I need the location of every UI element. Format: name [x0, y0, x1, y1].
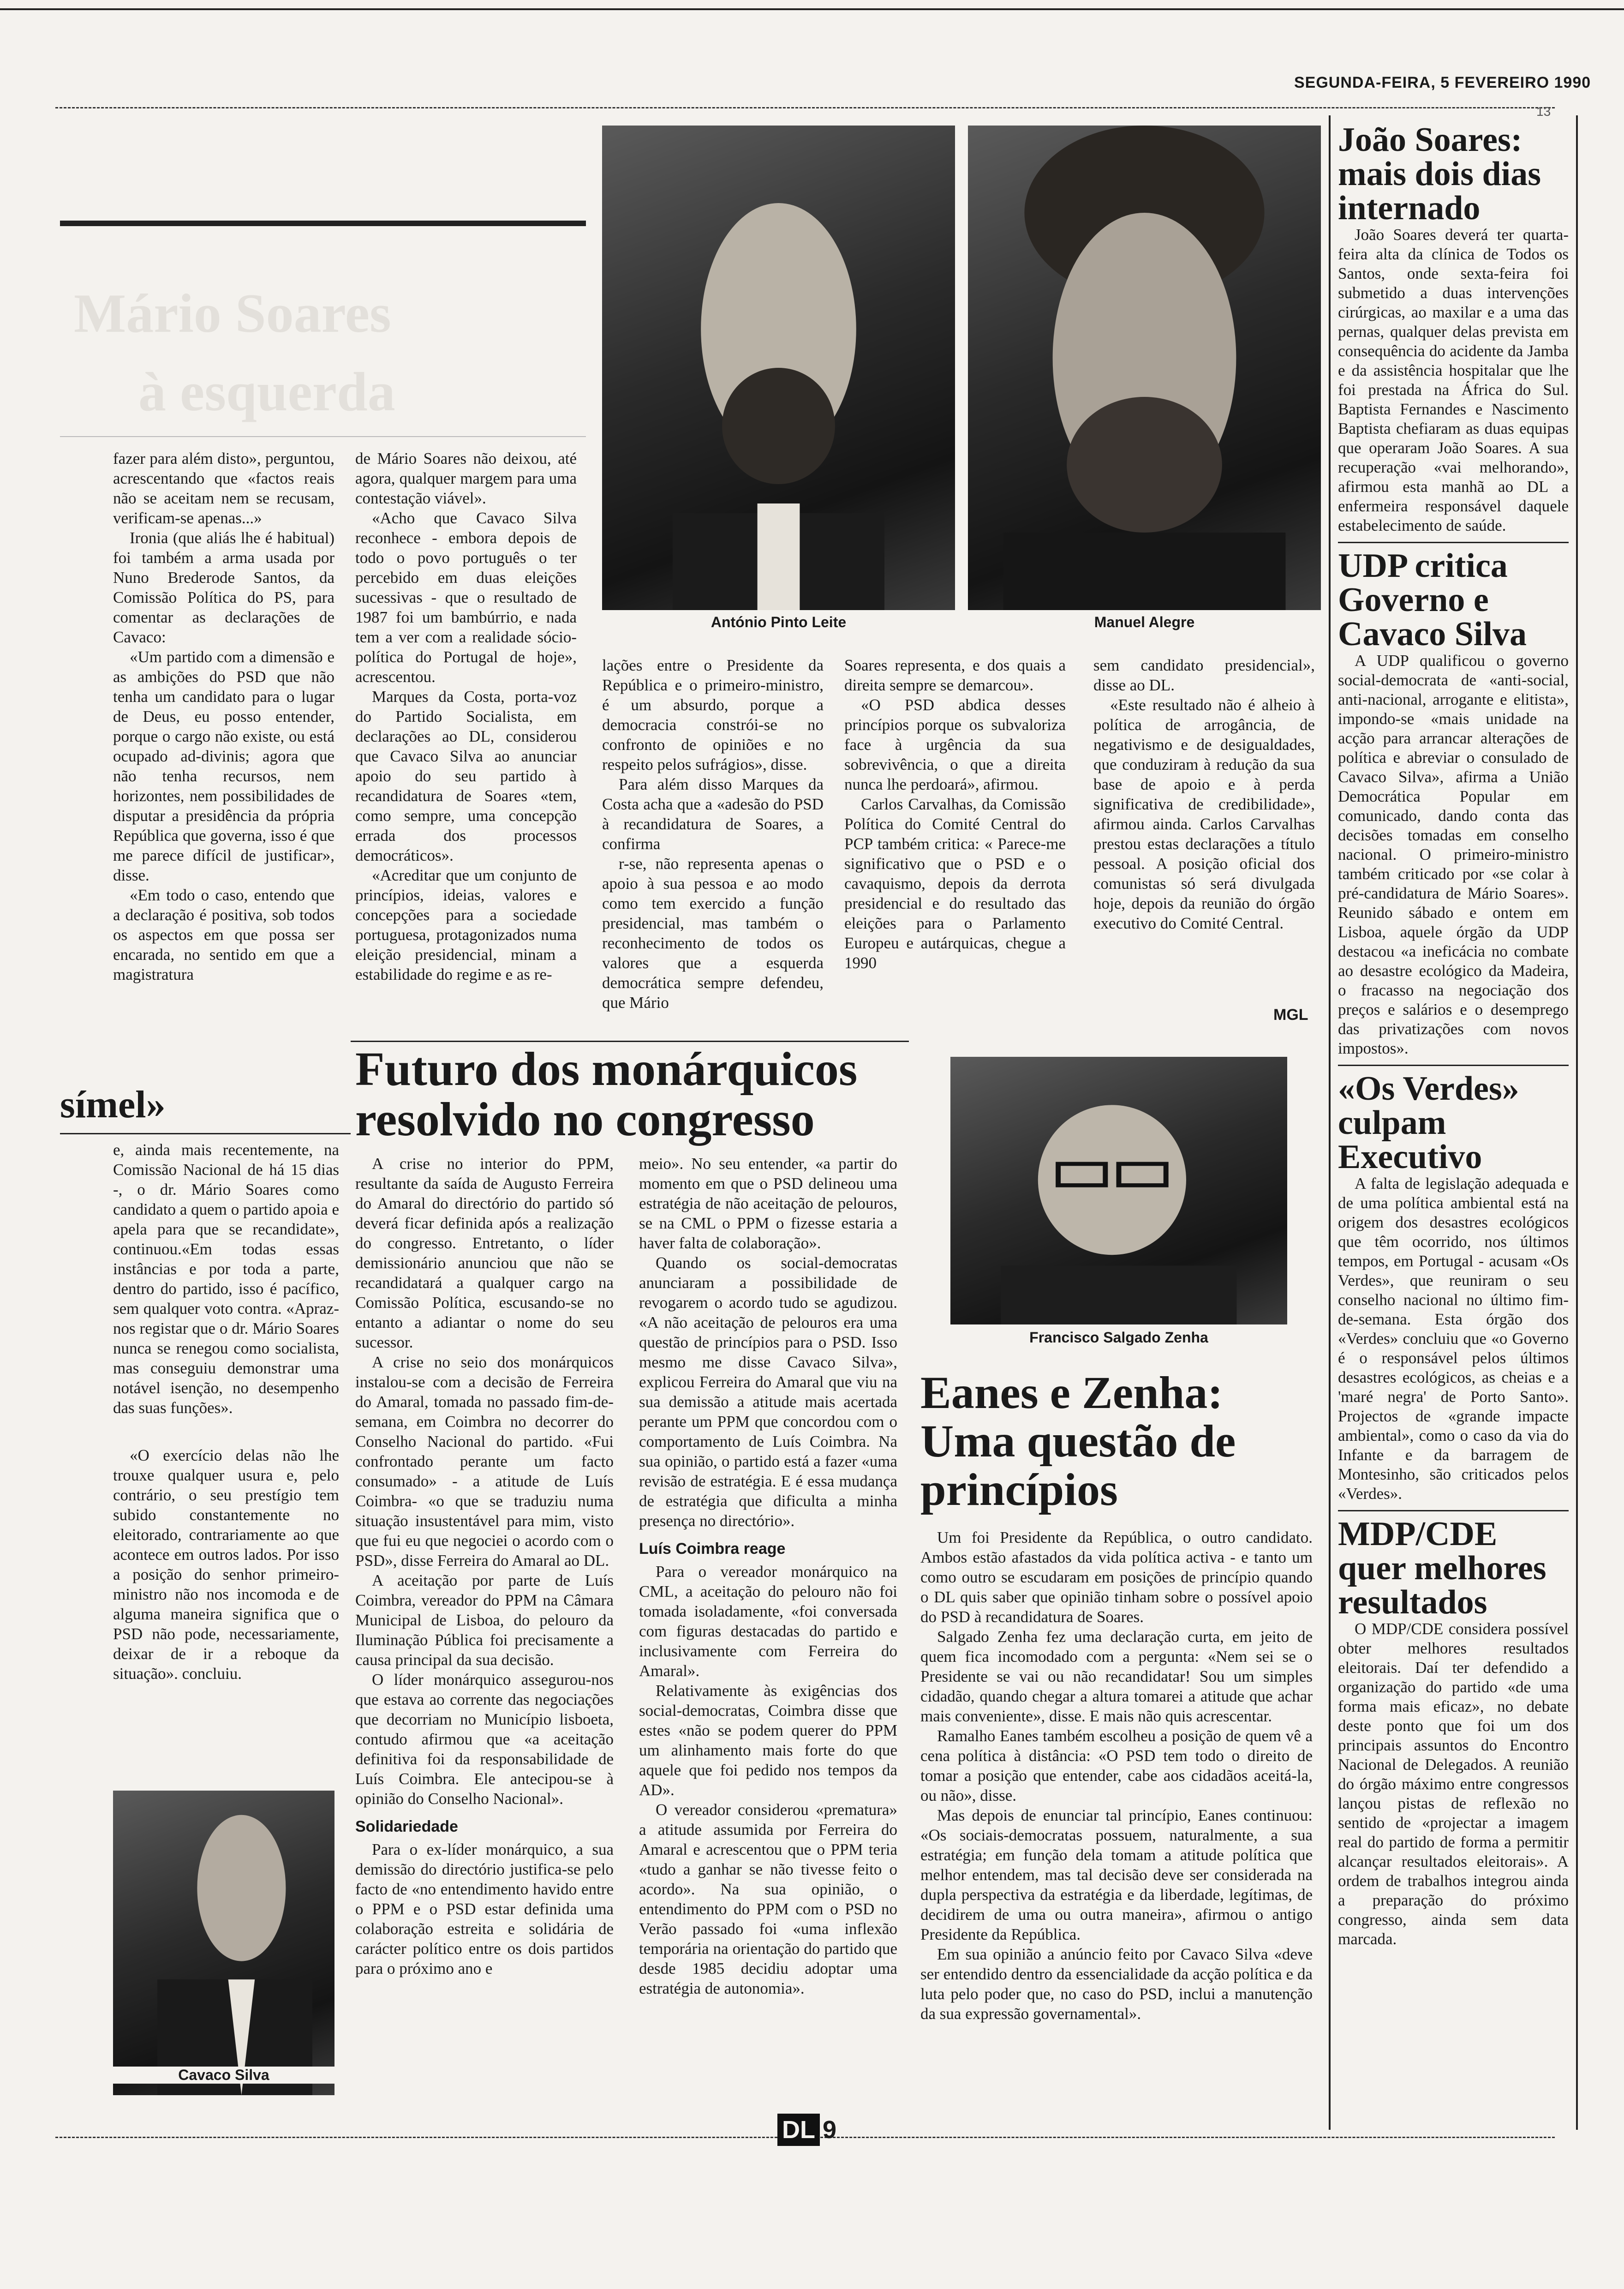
page-date: SEGUNDA-FEIRA, 5 FEVEREIRO 1990	[1294, 74, 1591, 91]
section-rule-thin	[60, 436, 586, 437]
monarquicos-col2	[639, 1154, 897, 1998]
paragraph: Salgado Zenha fez uma declaração curta, em jeito de quem fica incomodado com a pergunta: «Nem sei se o Presidente se vai ou não recandidatar! Sou um simples cidadão, quando chegar a altura tomarei a atitude que achar mais conveniente», disse. E mais não quis acrescentar.	[920, 1628, 1313, 1725]
soares-article-col2	[355, 449, 577, 984]
sidebar-item	[1338, 123, 1569, 535]
sidebar-headline: UDP critica Governo e Cavaco Silva	[1338, 547, 1527, 653]
paragraph: Relativamente às exigências dos social-democratas, Coimbra disse que estes «não se podem querer do PPM um alinhamento mais forte do que aquele que foi pedido nos tempos da AD».	[639, 1682, 897, 1799]
footer-logo	[777, 2111, 836, 2148]
caption-alegre: Manuel Alegre	[1094, 614, 1195, 630]
eanes-headline: Eanes e Zenha: Uma questão de princípios	[920, 1367, 1236, 1515]
sidebar-text: A UDP qualificou o governo social-democrata de «anti-social, anti-nacional, arrogante e elitista», impondo-se «mais unidade na acção para arrancar alterações de política e abreviar o consulado de Cavaco Silva», afirma a União Democrática Popular em comunicado, dando conta das decisões tomadas em conselho nacional. O primeiro-ministro também criticado por «se colar à pré-candidatura de Mário Soares». Reunido sábado e ontem em Lisboa, aquele órgão da UDP destacou «a ineficácia no combate ao desastre ecológico da Madeira, o fracasso na negociação dos preços e salários e o desemprego das privatizações com novos impostos».	[1338, 652, 1569, 1057]
section-rule	[60, 221, 586, 226]
paragraph: meio». No seu entender, «a partir do momento em que o PSD delineou uma estratégia de não aceitação de pelouros, se na CML o PPM o fizesse estaria a haver falta de colaboração».	[639, 1155, 897, 1252]
paragraph: Ironia (que aliás lhe é habitual) foi também a arma usada por Nuno Brederode Santos, da Comissão Política do PS, para comentar as declarações de Cavaco:	[113, 529, 334, 646]
sidebar-divider	[1338, 1065, 1569, 1066]
sidebar-text: O MDP/CDE considera possível obter melhores resultados eleitorais. Daí ter defendido a organização do partido «de uma forma mais eficaz», no debate deste ponto que foi um dos principais assuntos do Encontro Nacional de Delegados. A reunião do órgão máximo entre congressos lançou pistas de reflexão no sentido de «projectar a imagem real do partido de forma a permitir alcançar resultados eleitorais». A ordem de trabalhos integrou ainda a preparação do próximo congresso, ainda sem data marcada.	[1338, 1620, 1569, 1948]
paragraph: A crise no seio dos monárquicos instalou-se com a decisão de Ferreira do Amaral, tomada no passado fim-de-semana, em Coimbra no decorrer do Conselho Nacional do partido. «Fui confrontado perante um facto consumado» - a atitude de Luís Coimbra- «o que se traduziu numa situação insustentável para mim, visto que fui eu que negociei o acordo com o PSD», disse Ferreira do Amaral ao DL.	[355, 1353, 614, 1570]
soares-article-col3	[602, 655, 824, 1013]
rule	[60, 1133, 351, 1134]
paragraph: Quando os social-democratas anunciaram a possibilidade de revogarem o acordo tudo se agudizou. «A não aceitação de pelouros era uma questão de princípios para o PSD. Isso mesmo me disse Cavaco Silva», explicou Ferreira do Amaral que viu na sua demissão a atitude mais acertada perante um PPM que concordou com o comportamento de Luís Coimbra. Na sua opinião, o partido está a fazer «uma revisão de estratégia. E é essa mudança de estratégia que dificulta a minha presença no directório».	[639, 1254, 897, 1530]
paragraph: «O exercício delas não lhe trouxe qualquer usura e, pelo contrário, o seu prestígio tem subido constantemente no eleitorado, contrariamente ao que acontece em outros lados. Por isso a posição do senhor primeiro-ministro não nos incomoda e de alguma maneira significa que o PSD não pode, necessariamente, deixar de ir a reboque da situação». concluiu.	[113, 1446, 339, 1683]
sidebar-headline: «Os Verdes» culpam Executivo	[1338, 1070, 1519, 1176]
page-mark: 13	[1536, 104, 1551, 119]
paragraph: fazer para além disto», perguntou, acrescentando que «factos reais não se aceitam nem se recusam, verificam-se apenas...»	[113, 449, 334, 527]
sidebar-item	[1338, 1072, 1569, 1504]
soares-article-col4	[844, 655, 1066, 973]
paragraph: de Mário Soares não deixou, até agora, qualquer margem para uma contestação viável».	[355, 449, 577, 507]
sidebar-text: João Soares deverá ter quarta-feira alta da clínica de Todos os Santos, onde sexta-feira foi submetido a duas intervenções cirúrgicas, ao maxilar e a uma das pernas, qualquer delas prevista em consequência do acidente da Jamba e da assistência hospitalar que lhe foi prestada na África do Sul. Baptista Fernandes e Nascimento Baptista chefiaram as duas equipas que operaram João Soares. A sua recuperação «vai melhorando», afirmou esta manhã ao DL a enfermeira responsável daquele estabelecimento de saúde.	[1338, 226, 1569, 534]
caption-pinto-leite: António Pinto Leite	[710, 614, 847, 630]
paragraph: «Um partido com a dimensão e as ambições do PSD que não tenha um candidato para o lugar de Deus, eu posso entender, porque o cargo não existe, ou está ocupado ad-divinis; agora que não tenha recursos, nem horizontes, nem possibilidades de disputar a presidência da própria República que governa, isso é que me parece difícil de justificar», disse.	[113, 648, 334, 884]
ghost-headline: Mário Soares	[74, 282, 391, 344]
rule	[351, 1041, 909, 1042]
page-number: 9	[822, 2116, 837, 2144]
photo-cavaco	[113, 1791, 334, 2095]
subheading-solidariedade: Solidariedade	[355, 1818, 458, 1835]
paragraph: Em sua opinião a anúncio feito por Cavaco Silva «deve ser entendido dentro da essencialidade da acção política e da luta pelo poder que, no caso do PSD, inclui a manutenção da sua expressão governamental».	[920, 1945, 1313, 2023]
paragraph: «O PSD abdica desses princípios porque os subvaloriza face à urgência da sua sobrevivência, o que a direita nunca lhe perdoará», afirmou.	[844, 696, 1066, 793]
news-sidebar	[1329, 115, 1578, 2130]
paragraph: «Em todo o caso, entendo que a declaração é positiva, sob todos os aspectos em que possa ser encarada, no sentido em que a magistratura	[113, 886, 334, 983]
ghost-headline-2: à esquerda	[138, 361, 395, 422]
paragraph: sem candidato presidencial», disse ao DL.	[1093, 656, 1315, 694]
paragraph: «Acho que Cavaco Silva reconhece - embora depois de todo o povo português o ter percebido em duas eleições sucessivas - que o resultado de 1987 foi um bambúrrio, e nada tem a ver com a realidade sócio-política do Portugal de hoje», acrescentou.	[355, 509, 577, 686]
paragraph: A crise no interior do PPM, resultante da saída de Augusto Ferreira do Amaral do directório do partido só deverá ficar definida após a realização do congresso. Entretanto, o líder demissionário anunciou que não se recandidatará a qualquer cargo na Comissão Política, escusando-se no entanto a adiantar o nome do seu sucessor.	[355, 1155, 614, 1351]
signature: MGL	[1273, 1006, 1308, 1024]
monarquicos-headline: Futuro dos monárquicos resolvido no congresso	[355, 1043, 858, 1146]
photo-zenha	[950, 1057, 1287, 1324]
sidebar-headline: MDP/CDE quer melhores resultados	[1338, 1515, 1546, 1621]
paragraph: O líder monárquico assegurou-nos que estava ao corrente das negociações que decorriam no Município lisboeta, contudo afirmou que «a aceitação definitiva foi da responsabilidade de Luís Coimbra. Ele antecipou-se à opinião do Conselho Nacional».	[355, 1671, 614, 1808]
paragraph: Marques da Costa, porta-voz do Partido Socialista, em declarações ao DL, considerou que Cavaco Silva ao anunciar apoio do seu partido à recandidatura de Soares «tem, como sempre, uma concepção errada dos processos democráticos».	[355, 688, 577, 864]
sidebar-item	[1338, 1517, 1569, 1949]
paragraph: Para o vereador monárquico na CML, a aceitação do pelouro não foi tomada isoladamente, «foi conversada com figuras destacadas do partido e inclusivamente com Ferreira do Amaral».	[639, 1563, 897, 1680]
paragraph: lações entre o Presidente da República e o primeiro-ministro, é um absurdo, porque a democracia constrói-se no confronto de opiniões e no respeito pelos sufrágios», disse.	[602, 656, 824, 773]
soares-article-col5	[1093, 655, 1315, 933]
paragraph: «Este resultado não é alheio à política de arrogância, de negativismo e de desigualdades, que conduziram à redução da sua base de apoio e à perda significativa de credibilidade», afirmou ainda. Carlos Carvalhas prestou estas declarações a título pessoal. A posição oficial dos comunistas só será divulgada hoje, depois da reunião do órgão executivo do Comité Central.	[1093, 696, 1315, 932]
paragraph: Mas depois de enunciar tal princípio, Eanes continuou: «Os sociais-democratas possuem, naturalmente, a sua estratégia; em função dela tomam a atitude política que melhor entendem, mas tal decisão deve ser considerada na dupla perspectiva da estratégia e da liberdade, legítimas, de decidirem de uma ou outra maneira», afirmou o antigo Presidente da República.	[920, 1806, 1313, 1943]
sidebar-divider	[1338, 1510, 1569, 1511]
photo-pinto-leite	[602, 126, 955, 610]
paragraph: A aceitação por parte de Luís Coimbra, vereador do PPM na Câmara Municipal de Lisboa, do pelouro da Iluminação Pública foi precisamente a causa principal da sua decisão.	[355, 1571, 614, 1669]
photo-alegre	[968, 126, 1321, 610]
paragraph: Para além disso Marques da Costa acha que a «adesão do PSD à recandidatura de Soares, a confirma	[602, 775, 824, 853]
paragraph: r-se, não representa apenas o apoio à sua pessoa e ao modo como tem exercido a função presidencial, mas também o reconhecimento de todos os valores que a esquerda democrática sempre defendeu, que Mário	[602, 855, 824, 1012]
top-border	[0, 8, 1624, 10]
paragraph: Para o ex-líder monárquico, a sua demissão do directório justifica-se pelo facto de «no entendimento havido entre o PPM e o PSD estar definida uma colaboração estreita e solidária de carácter político entre os dois partidos para o próximo ano e	[355, 1840, 614, 1977]
dl-logo: DL	[777, 2114, 820, 2146]
left-headline-fragment: símel»	[60, 1083, 166, 1126]
sidebar-headline: João Soares: mais dois dias internado	[1338, 121, 1541, 227]
paragraph: Soares representa, e dos quais a direita sempre se demarcou».	[844, 656, 1066, 694]
paragraph: e, ainda mais recentemente, na Comissão Nacional de há 15 dias -, o dr. Mário Soares como candidato a quem o partido apoia e apela para que se recandidate», continuou.«Em todas essas instâncias e por toda a parte, dentro do partido, isso é pacífico, sem qualquer voto contra. «Apraz-nos registar que o dr. Mário Soares nunca se renegou como socialista, mas conseguiu demonstrar uma notável isenção, no desempenho das suas funções».	[113, 1141, 339, 1417]
paragraph: Um foi Presidente da República, o outro candidato. Ambos estão afastados da vida política activa - e tanto um como outro se escudaram em posições de princípio quando o DL quis saber que opinião tinham sobre o possível apoio do PSD à recandidatura de Soares.	[920, 1528, 1313, 1626]
caption-cavaco: Cavaco Silva	[113, 2067, 334, 2084]
soares-article-col1	[113, 449, 334, 984]
subheading-luis-coimbra: Luís Coimbra reage	[639, 1540, 786, 1558]
paragraph: O vereador considerou «prematura» a atitude assumida por Ferreira do Amaral e acrescentou que o PPM teria «tudo a ganhar se não tivesse feito o acordo». Na sua opinião, o entendimento do PPM com o PSD no Verão passado foi «uma inflexão temporária na orientação do partido que desde 1985 decidiu adoptar uma estratégia de autonomia».	[639, 1801, 897, 1997]
paragraph: Carlos Carvalhas, da Comissão Política do Comité Central do PCP também critica: « Parece-me significativo que o PSD e o cavaquismo, depois da derrota presidencial e do resultado das eleições para o Parlamento Europeu e autárquicas, chegue a 1990	[844, 795, 1066, 972]
sidebar-divider	[1338, 542, 1569, 543]
eanes-body	[920, 1528, 1313, 2024]
sidebar-text: A falta de legislação adequada e de uma política ambiental está na origem dos desastres ecológicos que têm ocorrido, nos últimos tempos, em Portugal - acusam «Os Verdes», que reuniram o seu conselho nacional no último fim-de-semana. Esta órgão dos «Verdes» concluiu que «o Governo é o responsável pelos últimos desastres ecológicos, as cheias e a 'maré negra' de Porto Santo». Projectos de «grande impacte ambiental», como o caso da via do Infante e da barragem de Montesinho, são criticados pelos «Verdes».	[1338, 1174, 1569, 1503]
header-rule	[55, 107, 1555, 108]
caption-zenha: Francisco Salgado Zenha	[1029, 1329, 1208, 1346]
monarquicos-col1	[355, 1154, 614, 1978]
paragraph: Ramalho Eanes também escolheu a posição de quem vê a cena política à distância: «O PSD tem todo o direito de tomar a posição que entender, cabe aos cidadãos aceitá-la, ou não», disse.	[920, 1727, 1313, 1804]
sidebar-item	[1338, 549, 1569, 1058]
paragraph: «Acreditar que um conjunto de princípios, ideias, valores e concepções para a sociedade portuguesa, protagonizados numa eleição presidencial, minam a estabilidade do regime e as re-	[355, 866, 577, 983]
left-article-body	[113, 1140, 339, 1684]
